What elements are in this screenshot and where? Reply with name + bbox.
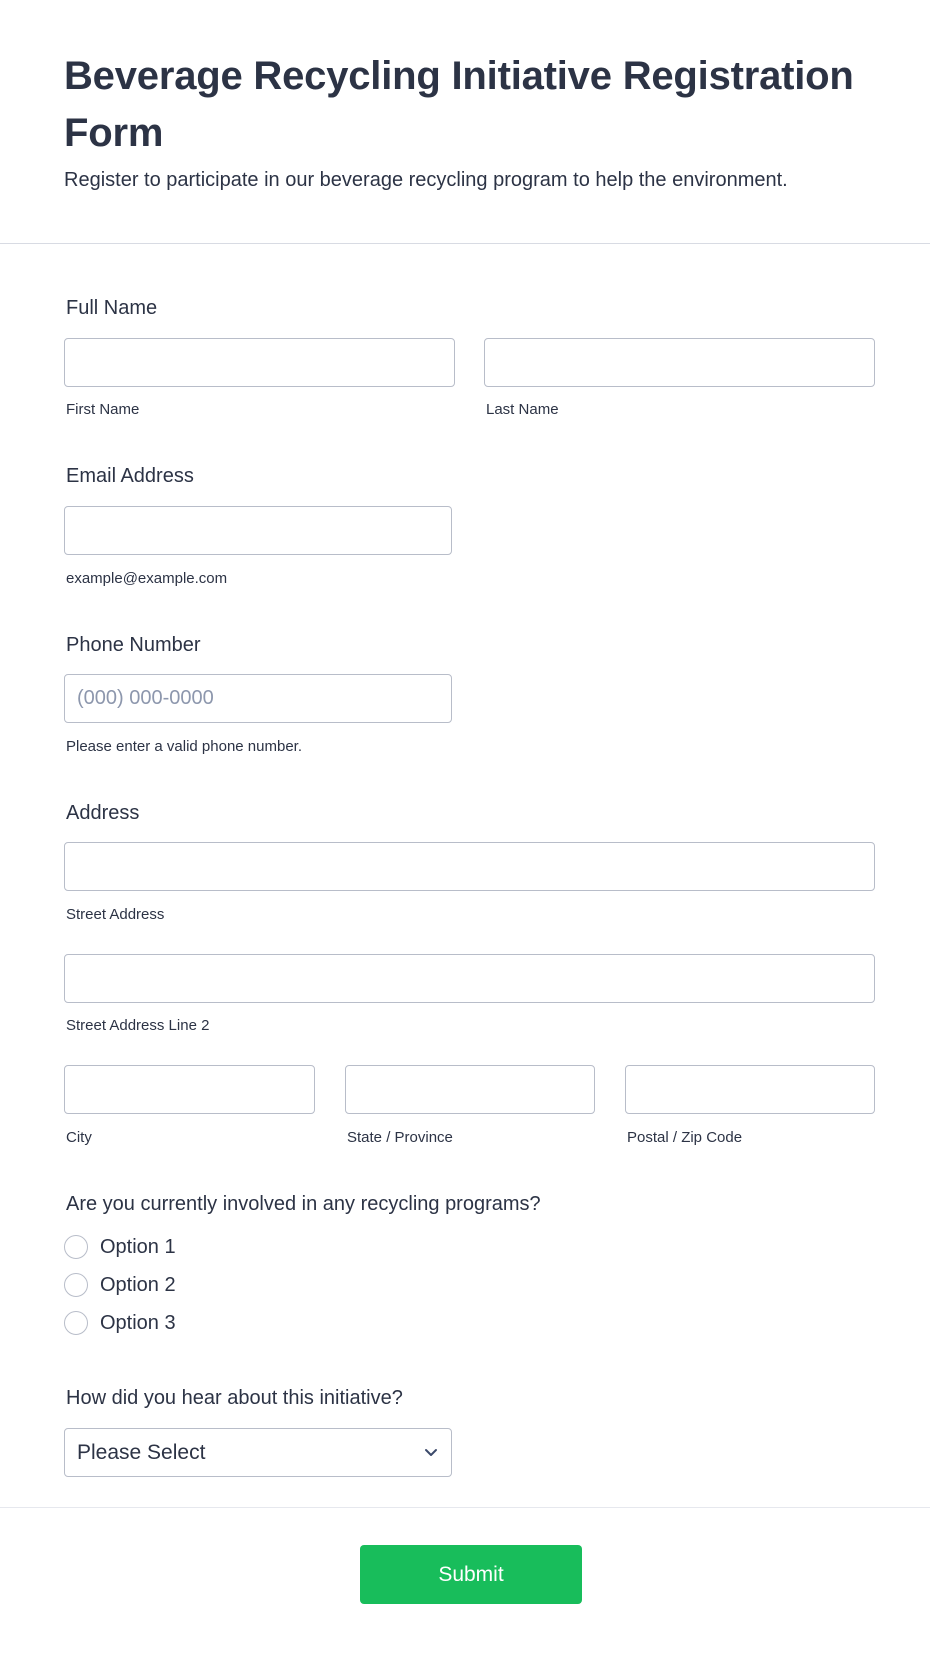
radio-option-label: Option 2 — [100, 1273, 176, 1296]
radio-option-3[interactable] — [64, 1309, 176, 1337]
street-address-sublabel: Street Address — [66, 906, 165, 923]
radio-option-1[interactable] — [64, 1233, 176, 1261]
hear-question-label: How did you hear about this initiative? — [66, 1387, 403, 1409]
radio-option-label: Option 1 — [100, 1235, 176, 1258]
email-sublabel: example@example.com — [66, 570, 228, 587]
radio-button[interactable] — [64, 1311, 88, 1335]
city-sublabel: City — [66, 1129, 92, 1146]
zip-input[interactable] — [625, 1065, 875, 1114]
submit-button[interactable]: Submit — [360, 1545, 582, 1604]
select-value: Please Select — [77, 1440, 206, 1464]
radio-option-2[interactable] — [64, 1271, 176, 1299]
city-input[interactable] — [64, 1065, 315, 1114]
footer-divider — [0, 1507, 930, 1508]
form-header — [0, 0, 930, 244]
chevron-down-icon — [423, 1445, 439, 1461]
recycling-question-label: Are you currently involved in any recycling programs? — [66, 1193, 541, 1215]
state-input[interactable] — [345, 1065, 595, 1114]
radio-option-label: Option 3 — [100, 1311, 176, 1334]
full-name-label: Full Name — [66, 297, 158, 319]
radio-button[interactable] — [64, 1235, 88, 1259]
radio-button[interactable] — [64, 1273, 88, 1297]
street-address-line2-input[interactable] — [64, 954, 875, 1003]
phone-sublabel: Please enter a valid phone number. — [66, 738, 302, 755]
last-name-input[interactable] — [484, 338, 875, 387]
first-name-sublabel: First Name — [66, 401, 140, 418]
email-input[interactable] — [64, 506, 452, 555]
street-address-line2-sublabel: Street Address Line 2 — [66, 1017, 210, 1034]
form-title: Beverage Recycling Initiative Registration Form — [64, 54, 854, 155]
zip-sublabel: Postal / Zip Code — [627, 1129, 743, 1146]
form-subtitle: Register to participate in our beverage recycling program to help the environment. — [64, 169, 788, 191]
email-label: Email Address — [66, 465, 194, 487]
hear-source-select[interactable] — [64, 1428, 452, 1477]
first-name-input[interactable] — [64, 338, 455, 387]
last-name-sublabel: Last Name — [486, 401, 559, 418]
phone-label: Phone Number — [66, 634, 201, 656]
street-address-input[interactable] — [64, 842, 875, 891]
phone-input[interactable] — [64, 674, 452, 723]
address-label: Address — [66, 802, 140, 824]
state-sublabel: State / Province — [347, 1129, 453, 1146]
